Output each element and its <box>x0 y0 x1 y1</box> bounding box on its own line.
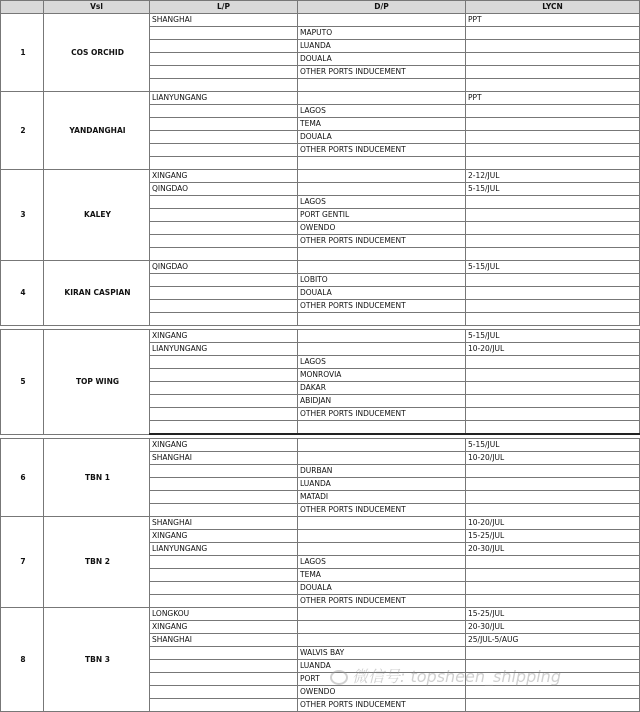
discharge-port-cell: OWENDO <box>298 686 466 699</box>
table-row <box>1 14 640 27</box>
discharge-port-cell <box>298 621 466 634</box>
loading-port-cell <box>150 369 298 382</box>
laycan-cell <box>466 504 640 517</box>
group-number: 1 <box>1 14 44 92</box>
laycan-cell: PPT <box>466 14 640 27</box>
laycan-cell <box>466 699 640 712</box>
vessel-name: TBN 3 <box>44 608 150 712</box>
group-number: 5 <box>1 330 44 435</box>
discharge-port-cell: OTHER PORTS INDUCEMENT <box>298 300 466 313</box>
laycan-cell <box>466 79 640 92</box>
laycan-cell <box>466 222 640 235</box>
laycan-cell: 10-20/JUL <box>466 452 640 465</box>
laycan-cell <box>466 595 640 608</box>
loading-port-cell <box>150 556 298 569</box>
discharge-port-cell: OWENDO <box>298 222 466 235</box>
discharge-port-cell: LOBITO <box>298 274 466 287</box>
laycan-cell: 5-15/JUL <box>466 330 640 343</box>
loading-port-cell <box>150 647 298 660</box>
loading-port-cell: XINGANG <box>150 330 298 343</box>
discharge-port-cell: OTHER PORTS INDUCEMENT <box>298 699 466 712</box>
loading-port-cell <box>150 395 298 408</box>
laycan-cell <box>466 478 640 491</box>
laycan-cell <box>466 369 640 382</box>
laycan-cell: 20-30/JUL <box>466 621 640 634</box>
laycan-cell <box>466 274 640 287</box>
loading-port-cell: LIANYUNGANG <box>150 543 298 556</box>
discharge-port-cell <box>298 313 466 326</box>
discharge-port-cell: LAGOS <box>298 105 466 118</box>
laycan-cell <box>466 209 640 222</box>
loading-port-cell <box>150 699 298 712</box>
loading-port-cell: LIANYUNGANG <box>150 343 298 356</box>
discharge-port-cell: DURBAN <box>298 465 466 478</box>
discharge-port-cell: LUANDA <box>298 660 466 673</box>
laycan-cell <box>466 248 640 261</box>
laycan-cell: 5-15/JUL <box>466 183 640 196</box>
table-row <box>1 517 640 530</box>
loading-port-cell <box>150 144 298 157</box>
table-row <box>1 608 640 621</box>
loading-port-cell <box>150 478 298 491</box>
laycan-cell <box>466 40 640 53</box>
loading-port-cell: SHANGHAI <box>150 634 298 647</box>
discharge-port-cell: OTHER PORTS INDUCEMENT <box>298 504 466 517</box>
loading-port-cell <box>150 595 298 608</box>
group-number: 4 <box>1 261 44 326</box>
laycan-cell <box>466 465 640 478</box>
discharge-port-cell <box>298 517 466 530</box>
header-no <box>1 1 44 14</box>
discharge-port-cell <box>298 14 466 27</box>
discharge-port-cell: OTHER PORTS INDUCEMENT <box>298 144 466 157</box>
loading-port-cell <box>150 40 298 53</box>
watermark-text: 微信号: topsheen_shipping <box>352 667 561 686</box>
loading-port-cell <box>150 118 298 131</box>
laycan-cell <box>466 118 640 131</box>
group-number: 7 <box>1 517 44 608</box>
loading-port-cell <box>150 382 298 395</box>
laycan-cell <box>466 660 640 673</box>
discharge-port-cell <box>298 157 466 170</box>
loading-port-cell <box>150 157 298 170</box>
vessel-name: TBN 2 <box>44 517 150 608</box>
discharge-port-cell: WALVIS BAY <box>298 647 466 660</box>
laycan-cell <box>466 491 640 504</box>
loading-port-cell <box>150 582 298 595</box>
laycan-cell: 15-25/JUL <box>466 530 640 543</box>
laycan-cell <box>466 686 640 699</box>
loading-port-cell <box>150 53 298 66</box>
laycan-cell <box>466 647 640 660</box>
table-row <box>1 92 640 105</box>
discharge-port-cell <box>298 261 466 274</box>
laycan-cell <box>466 300 640 313</box>
loading-port-cell <box>150 465 298 478</box>
loading-port-cell: QINGDAO <box>150 261 298 274</box>
loading-port-cell <box>150 131 298 144</box>
loading-port-cell <box>150 408 298 421</box>
laycan-cell <box>466 313 640 326</box>
laycan-cell <box>466 66 640 79</box>
loading-port-cell <box>150 660 298 673</box>
loading-port-cell <box>150 248 298 261</box>
discharge-port-cell <box>298 330 466 343</box>
laycan-cell: PPT <box>466 92 640 105</box>
group-number: 8 <box>1 608 44 712</box>
laycan-cell: 15-25/JUL <box>466 608 640 621</box>
loading-port-cell: SHANGHAI <box>150 14 298 27</box>
laycan-cell <box>466 131 640 144</box>
discharge-port-cell: DOUALA <box>298 53 466 66</box>
loading-port-cell: XINGANG <box>150 530 298 543</box>
loading-port-cell <box>150 421 298 435</box>
discharge-port-cell: ABIDJAN <box>298 395 466 408</box>
header-row <box>1 1 640 14</box>
loading-port-cell <box>150 504 298 517</box>
group-number: 6 <box>1 439 44 517</box>
laycan-cell <box>466 356 640 369</box>
laycan-cell <box>466 582 640 595</box>
discharge-port-cell: OTHER PORTS INDUCEMENT <box>298 595 466 608</box>
discharge-port-cell: TEMA <box>298 569 466 582</box>
discharge-port-cell <box>298 92 466 105</box>
laycan-cell <box>466 556 640 569</box>
discharge-port-cell: OTHER PORTS INDUCEMENT <box>298 235 466 248</box>
loading-port-cell <box>150 105 298 118</box>
laycan-cell: 20-30/JUL <box>466 543 640 556</box>
laycan-cell <box>466 287 640 300</box>
loading-port-cell: LIANYUNGANG <box>150 92 298 105</box>
discharge-port-cell: OTHER PORTS INDUCEMENT <box>298 408 466 421</box>
vessel-name: KALEY <box>44 170 150 261</box>
discharge-port-cell: PORT <box>298 673 466 686</box>
table-row <box>1 170 640 183</box>
discharge-port-cell: MATADI <box>298 491 466 504</box>
group-number: 2 <box>1 92 44 170</box>
loading-port-cell <box>150 66 298 79</box>
loading-port-cell: XINGANG <box>150 439 298 452</box>
loading-port-cell: SHANGHAI <box>150 517 298 530</box>
table-row <box>1 439 640 452</box>
discharge-port-cell: LAGOS <box>298 196 466 209</box>
discharge-port-cell: LAGOS <box>298 556 466 569</box>
loading-port-cell <box>150 313 298 326</box>
discharge-port-cell: TEMA <box>298 118 466 131</box>
laycan-cell <box>466 27 640 40</box>
discharge-port-cell: PORT GENTIL <box>298 209 466 222</box>
laycan-cell <box>466 235 640 248</box>
discharge-port-cell: MAPUTO <box>298 27 466 40</box>
discharge-port-cell <box>298 421 466 435</box>
discharge-port-cell: DOUALA <box>298 131 466 144</box>
vessel-name: KIRAN CASPIAN <box>44 261 150 326</box>
vessel-name: TBN 1 <box>44 439 150 517</box>
loading-port-cell <box>150 356 298 369</box>
discharge-port-cell: DOUALA <box>298 582 466 595</box>
loading-port-cell: LONGKOU <box>150 608 298 621</box>
vessel-name: TOP WING <box>44 330 150 435</box>
loading-port-cell <box>150 569 298 582</box>
loading-port-cell: XINGANG <box>150 621 298 634</box>
loading-port-cell <box>150 235 298 248</box>
discharge-port-cell: DOUALA <box>298 287 466 300</box>
laycan-cell <box>466 382 640 395</box>
discharge-port-cell <box>298 543 466 556</box>
discharge-port-cell <box>298 634 466 647</box>
loading-port-cell <box>150 673 298 686</box>
discharge-port-cell: LAGOS <box>298 356 466 369</box>
laycan-cell: 5-15/JUL <box>466 439 640 452</box>
loading-port-cell <box>150 287 298 300</box>
vessel-name: COS ORCHID <box>44 14 150 92</box>
laycan-cell: 10-20/JUL <box>466 343 640 356</box>
discharge-port-cell <box>298 343 466 356</box>
loading-port-cell: QINGDAO <box>150 183 298 196</box>
laycan-cell: 5-15/JUL <box>466 261 640 274</box>
laycan-cell: 10-20/JUL <box>466 517 640 530</box>
header-dp: D/P <box>298 1 466 14</box>
discharge-port-cell: MONROVIA <box>298 369 466 382</box>
vessel-name: YANDANGHAI <box>44 92 150 170</box>
loading-port-cell <box>150 209 298 222</box>
laycan-cell: 25/JUL-5/AUG <box>466 634 640 647</box>
discharge-port-cell: OTHER PORTS INDUCEMENT <box>298 66 466 79</box>
table-row <box>1 330 640 343</box>
laycan-cell <box>466 395 640 408</box>
laycan-cell <box>466 408 640 421</box>
loading-port-cell: XINGANG <box>150 170 298 183</box>
discharge-port-cell <box>298 170 466 183</box>
laycan-cell <box>466 569 640 582</box>
header-lycn: LYCN <box>466 1 640 14</box>
laycan-cell: 2-12/JUL <box>466 170 640 183</box>
discharge-port-cell <box>298 248 466 261</box>
loading-port-cell <box>150 222 298 235</box>
discharge-port-cell <box>298 530 466 543</box>
discharge-port-cell <box>298 79 466 92</box>
loading-port-cell <box>150 300 298 313</box>
loading-port-cell: SHANGHAI <box>150 452 298 465</box>
loading-port-cell <box>150 491 298 504</box>
loading-port-cell <box>150 274 298 287</box>
laycan-cell <box>466 421 640 435</box>
group-number: 3 <box>1 170 44 261</box>
discharge-port-cell <box>298 439 466 452</box>
header-vsl: Vsl <box>44 1 150 14</box>
laycan-cell <box>466 105 640 118</box>
laycan-cell <box>466 157 640 170</box>
laycan-cell <box>466 144 640 157</box>
laycan-cell <box>466 53 640 66</box>
discharge-port-cell: DAKAR <box>298 382 466 395</box>
discharge-port-cell <box>298 608 466 621</box>
discharge-port-cell <box>298 452 466 465</box>
table-row <box>1 261 640 274</box>
discharge-port-cell <box>298 183 466 196</box>
loading-port-cell <box>150 196 298 209</box>
loading-port-cell <box>150 686 298 699</box>
discharge-port-cell: LUANDA <box>298 40 466 53</box>
laycan-cell <box>466 196 640 209</box>
header-lp: L/P <box>150 1 298 14</box>
loading-port-cell <box>150 79 298 92</box>
laycan-cell <box>466 673 640 686</box>
loading-port-cell <box>150 27 298 40</box>
discharge-port-cell: LUANDA <box>298 478 466 491</box>
